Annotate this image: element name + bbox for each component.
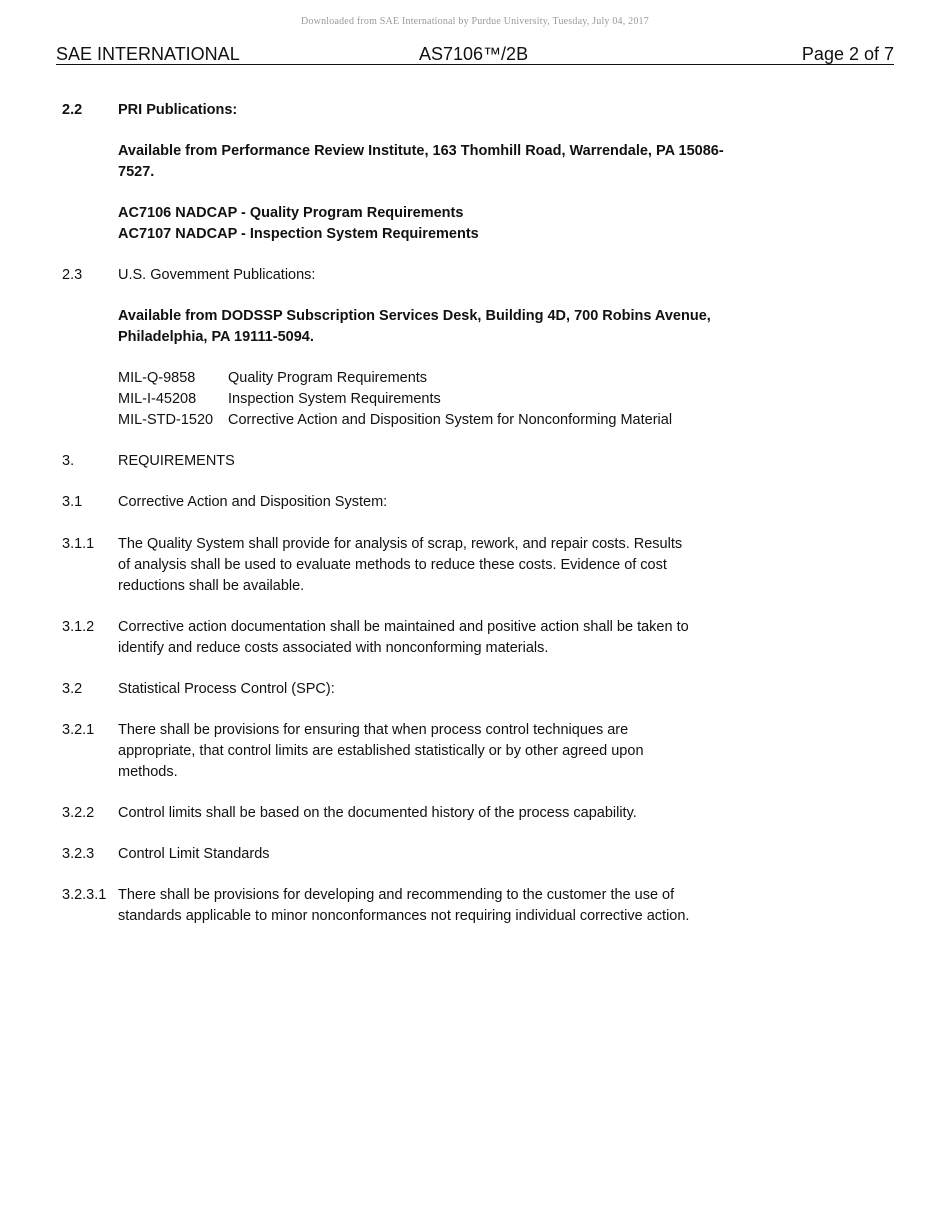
- reference-title: Inspection System Requirements: [228, 391, 441, 407]
- section-title: Statistical Process Control (SPC):: [118, 681, 335, 697]
- section-title: REQUIREMENTS: [118, 453, 235, 469]
- paragraph-line: Available from Performance Review Institute, 163 Thomhill Road, Warrendale, PA 15086-: [118, 143, 724, 159]
- paragraph-line: The Quality System shall provide for analysis of scrap, rework, and repair costs. Results: [118, 536, 683, 552]
- reference-item: AC7107 NADCAP - Inspection System Requirements: [118, 226, 479, 242]
- section-number: 3.1.1: [62, 536, 95, 552]
- section-number: 3.2.1: [62, 722, 95, 738]
- section-number: 3.2: [62, 681, 83, 697]
- section-number: 2.2: [62, 102, 83, 118]
- section-number: 3.1.2: [62, 619, 95, 635]
- section-number: 3.1: [62, 494, 83, 510]
- section-title: PRI Publications:: [118, 102, 238, 118]
- paragraph-line: 7527.: [118, 164, 155, 180]
- header-doc-id: AS7106™/2B: [419, 44, 529, 64]
- reference-title: Corrective Action and Disposition System for Nonconforming Material: [228, 412, 673, 428]
- paragraph-line: methods.: [118, 764, 178, 780]
- paragraph-line: There shall be provisions for ensuring that when process control techniques are: [118, 722, 629, 738]
- paragraph-line: Corrective action documentation shall be maintained and positive action shall be taken to: [118, 619, 689, 635]
- reference-code: MIL-Q-9858: [118, 370, 196, 386]
- section-number: 3.2.3.1: [62, 887, 107, 903]
- paragraph-line: Control limits shall be based on the documented history of the process capability.: [118, 805, 637, 821]
- reference-item: AC7106 NADCAP - Quality Program Requirements: [118, 205, 464, 221]
- reference-code: MIL-I-45208: [118, 391, 197, 407]
- reference-code: MIL-STD-1520: [118, 412, 214, 428]
- paragraph-line: identify and reduce costs associated with nonconforming materials.: [118, 640, 549, 656]
- header-page-number: Page 2 of 7: [801, 44, 894, 64]
- section-title: Corrective Action and Disposition System:: [118, 494, 388, 510]
- section-number: 3.2.2: [62, 805, 95, 821]
- paragraph-line: standards applicable to minor nonconformances not requiring individual corrective action.: [118, 908, 690, 924]
- section-number: 3.2.3: [62, 846, 95, 862]
- paragraph-line: Philadelphia, PA 19111-5094.: [118, 329, 314, 345]
- paragraph-line: There shall be provisions for developing and recommending to the customer the use of: [118, 887, 675, 903]
- reference-title: Quality Program Requirements: [228, 370, 428, 386]
- paragraph-line: of analysis shall be used to evaluate methods to reduce these costs. Evidence of cost: [118, 557, 667, 573]
- paragraph-line: appropriate, that control limits are established statistically or by other agreed upon: [118, 743, 644, 759]
- section-title: U.S. Govemment Publications:: [118, 267, 316, 283]
- paragraph-line: Available from DODSSP Subscription Services Desk, Building 4D, 700 Robins Avenue,: [118, 308, 711, 324]
- download-note: Downloaded from SAE International by Purdue University, Tuesday, July 04, 2017: [301, 16, 649, 27]
- header-org: SAE INTERNATIONAL: [56, 44, 240, 64]
- section-number: 2.3: [62, 267, 83, 283]
- paragraph-line: reductions shall be available.: [118, 578, 305, 594]
- section-number: 3.: [62, 453, 75, 469]
- section-title: Control Limit Standards: [118, 846, 270, 862]
